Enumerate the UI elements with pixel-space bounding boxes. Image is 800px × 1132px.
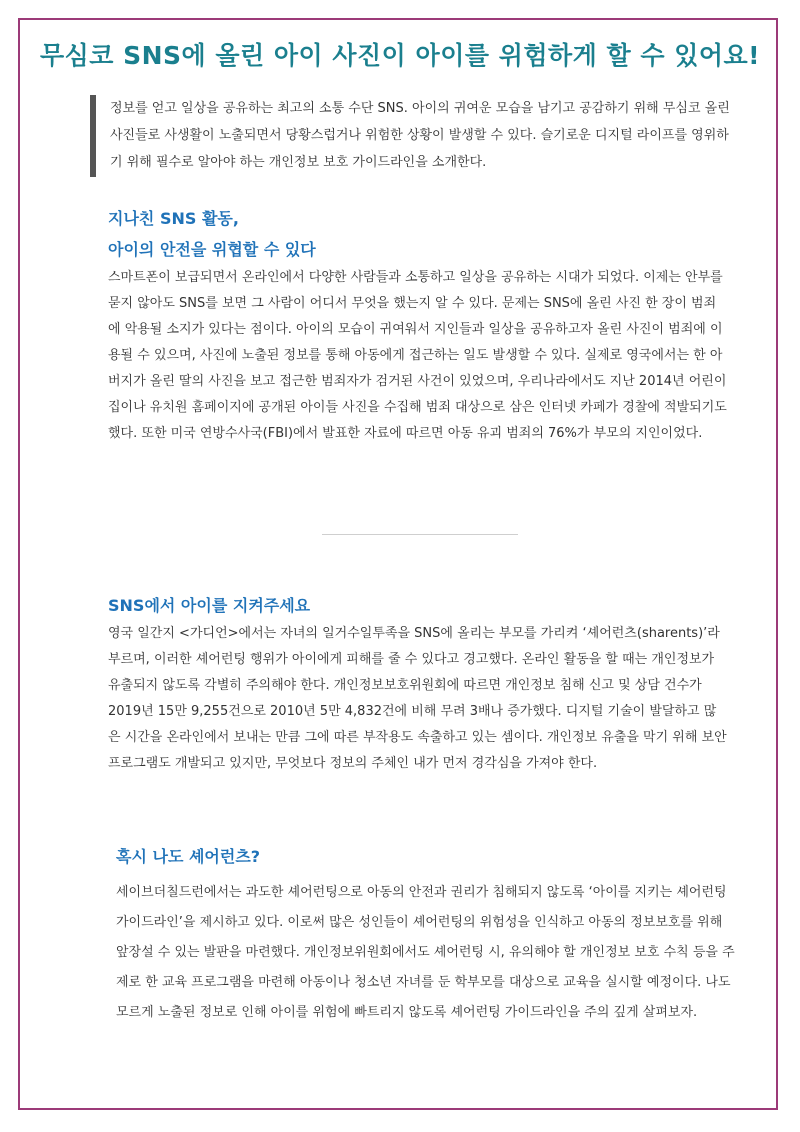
section-risk — [108, 203, 728, 447]
section-heading-line2: 아이의 안전을 위협할 수 있다 — [108, 240, 316, 259]
section-heading: 혹시 나도 셰어런츠? — [116, 847, 261, 866]
section-body: 스마트폰이 보급되면서 온라인에서 다양한 사람들과 소통하고 일상을 공유하는 시대가 되었다. 이제는 안부를 묻지 않아도 SNS를 보면 그 사람이 어디서 무엇을 했는지 알 수 있다. 문제는 SNS에 올린 사진 한 장이 범죄에 악용될 소지가 있다는 점이다. 아이의 모습이 귀여워서 지인들과 일상을 공유하고자 올린 사진이 범죄에 이용될 수 있으며, 사진에 노출된 정보를 통해 아동에게 접근하는 일도 발생할 수 있다. 실제로 영국에서는 한 아버지가 올린 딸의 사진을 보고 접근한 범죄자가 검거된 사건이 있었으며, 우리나라에서도 지난 2014년 어린이집이나 유치원 홈페이지에 공개된 아이들 사진을 수집해 범죄 대상으로 삼은 인터넷 카페가 경찰에 적발되기도 했다. 또한 미국 연방수사국(FBI)에서 발표한 자료에 따르면 아동 유괴 범죄의 76%가 부모의 지인이었다. — [108, 270, 727, 441]
section-sharents — [116, 841, 736, 1028]
section-heading — [108, 203, 728, 265]
section-protect — [108, 590, 728, 777]
page-title: 무심코 SNS에 올린 아이 사진이 아이를 위험하게 할 수 있어요! — [39, 41, 761, 70]
section-heading: SNS에서 아이를 지켜주세요 — [108, 596, 311, 615]
section-body: 영국 일간지 <가디언>에서는 자녀의 일거수일투족을 SNS에 올리는 부모를 가리켜 ‘셰어런츠(sharents)’라 부르며, 이러한 셰어런팅 행위가 아이에게 피해를 줄 수 있다고 경고했다. 온라인 활동을 할 때는 개인정보가 유출되지 않도록 각별히 주의해야 한다. 개인정보보호위원회에 따르면 개인정보 침해 신고 및 상담 건수가 2019년 15만 9,255건으로 2010년 5만 4,832건에 비해 무려 3배나 증가했다. 디지털 기술이 발달하고 많은 시간을 온라인에서 보내는 만큼 그에 따른 부작용도 속출하고 있는 셈이다. 개인정보 유출을 막기 위해 보안 프로그램도 개발되고 있지만, 무엇보다 정보의 주체인 내가 먼저 경각심을 가져야 한다. — [108, 626, 727, 771]
section-body: 세이브더칠드런에서는 과도한 셰어런팅으로 아동의 안전과 권리가 침해되지 않도록 ‘아이를 지키는 셰어런팅 가이드라인’을 제시하고 있다. 이로써 많은 성인들이 셰어런팅의 위험성을 인식하고 아동의 정보보호를 위해 앞장설 수 있는 발판을 마련했다. 개인정보위원회에서도 셰어런팅 시, 유의해야 할 개인정보 보호 수칙 등을 주제로 한 교육 프로그램을 마련해 아동이나 청소년 자녀를 둔 학부모를 대상으로 교육을 실시할 예정이다. 나도 모르게 노출된 정보로 인해 아이를 위험에 빠트리지 않도록 셰어런팅 가이드라인을 주의 깊게 살펴보자. — [116, 885, 735, 1020]
intro-text: 정보를 얻고 일상을 공유하는 최고의 소통 수단 SNS. 아이의 귀여운 모습을 남기고 공감하기 위해 무심코 올린 사진들로 사생활이 노출되면서 당황스럽거나 위험한 상황이 발생할 수 있다. 슬기로운 디지털 라이프를 영위하기 위해 필수로 알아야 하는 개인정보 보호 가이드라인을 소개한다. — [110, 101, 730, 170]
section-heading-line1: 지나친 SNS 활동, — [108, 209, 239, 228]
divider — [322, 534, 518, 535]
intro-quote — [90, 95, 730, 177]
